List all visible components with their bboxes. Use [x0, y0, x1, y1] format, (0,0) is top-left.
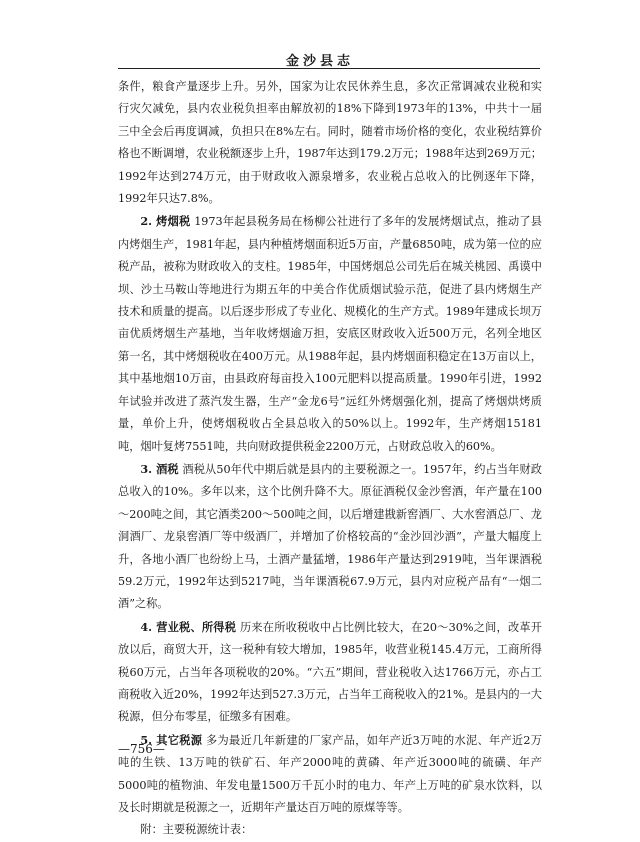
paragraph-text: 酒税从50年代中期后就是县内的主要税源之一。1957年，约占当年财政总收入的10%。多年以来，这个比例升降不大。原征酒税仅金沙窖酒，年产量在100～200吨之间，其它酒类200～500吨之间，以后增建戡新窖酒厂、大水窖酒总厂、龙洞酒厂、龙泉窖酒厂等中级酒厂，并增加了价格较高的“金沙回沙酒”，产量大幅度上升，各地小酒厂也纷纷上马，土酒产量猛增，1986年产量达到2919吨，当年课酒税59.2万元，1992年达到5217吨，当年课酒税67.9万元，县内对应税产品有“一烟二酒”之称。 [118, 462, 542, 611]
header-rule [118, 68, 540, 69]
paragraph-text: 多为最近几年新建的厂家产品，如年产近3万吨的水泥、年产近2万吨的生铁、13万吨的铁矿石、年产2000吨的黄磷、年产近3000吨的硫磺、年产5000吨的植物油、年发电量1500万千瓦小时的电力、年产上万吨的矿泉水饮料，以及长时期就是税源之一，近期年产量达百万吨的原煤等等。 [118, 733, 543, 814]
paragraph-other-tax-sources [118, 729, 542, 820]
paragraph-heading: 4. 营业税、所得税 [140, 619, 237, 634]
paragraph-liquor-tax [118, 458, 542, 616]
paragraph-tobacco-tax [118, 210, 542, 457]
paragraph-text: 条件，粮食产量逐步上升。另外，国家为让农民休养生息，多次正常调减农业税和实行灾欠减免，县内农业税负担率由解放初的18%下降到1973年的13%，中共十一届三中全会后再度调减，负担只在8%左右。同时，随着市场价格的变化，农业税结算价格也不断调增，农业税额逐步上升，1987年达到179.2万元；1988年达到269万元；1992年达到274万元，由于财政收入源泉增多，农业税占总收入的比例逐年下降，1992年只达7.8%。 [118, 80, 542, 206]
paragraph-heading: 3. 酒税 [140, 461, 179, 476]
page-header-title: 金沙县志 [285, 54, 354, 69]
page-number: —756— [118, 742, 165, 756]
paragraph-business-income-tax [118, 616, 542, 729]
paragraph-text: 历来在所收税收中占比例比较大，在20～30%之间，改革开放以后，商贸大开，这一税种有较大增加，1985年，收营业税145.4万元，工商所得税60万元，占当年各项税收的20%。“六五”期间，营业税收入达1766万元，亦占工商税收入近20%，1992年达到527.3万元，占当年工商税收入的21%。是县内的一大税源，但分布零星，征缴多有困难。 [118, 620, 542, 724]
paragraph-heading: 5. 其它税源 [140, 732, 203, 747]
paragraph-appendix-note [118, 819, 542, 841]
paragraph-heading: 2. 烤烟税 [140, 214, 191, 229]
body-text [118, 76, 542, 842]
paragraph-text: 附：主要税源统计表： [140, 823, 253, 837]
paragraph-agricultural-tax [118, 76, 542, 210]
paragraph-text: 1973年起县税务局在杨柳公社进行了多年的发展烤烟试点，推动了县内烤烟生产，1981年起，县内种植烤烟面积近5万亩，产量6850吨，成为第一位的应税产品，被称为财政收入的支柱。1985年，中国烤烟总公司先后在城关桃园、禹谟中坝、沙土马鞍山等地进行为期五年的中美合作优质烟试验示范，促进了县内烤烟生产技术和质量的提高。以后逐步形成了专业化、规模化的生产方式。1989年建成长坝万亩优质烤烟生产基地，当年收烤烟逾万担，安底区财政收入近500万元，名列全地区第一名，其中烤烟税收在400万元。从1988年起，县内烤烟面积稳定在13万亩以上，其中基地烟10万亩，由县政府每亩投入100元肥料以提高质量。1990年引进，1992年试验并改进了蒸汽发生器，生产“金龙6号”远红外烤烟强化剂，提高了烤烟烘烤质量，单价上升，使烤烟税收占全县总收入的50%以上。1992年，生产烤烟15181吨，烟叶复烤7551吨，共向财政提供税金2200万元，占财政总收入的60%。 [118, 215, 542, 453]
